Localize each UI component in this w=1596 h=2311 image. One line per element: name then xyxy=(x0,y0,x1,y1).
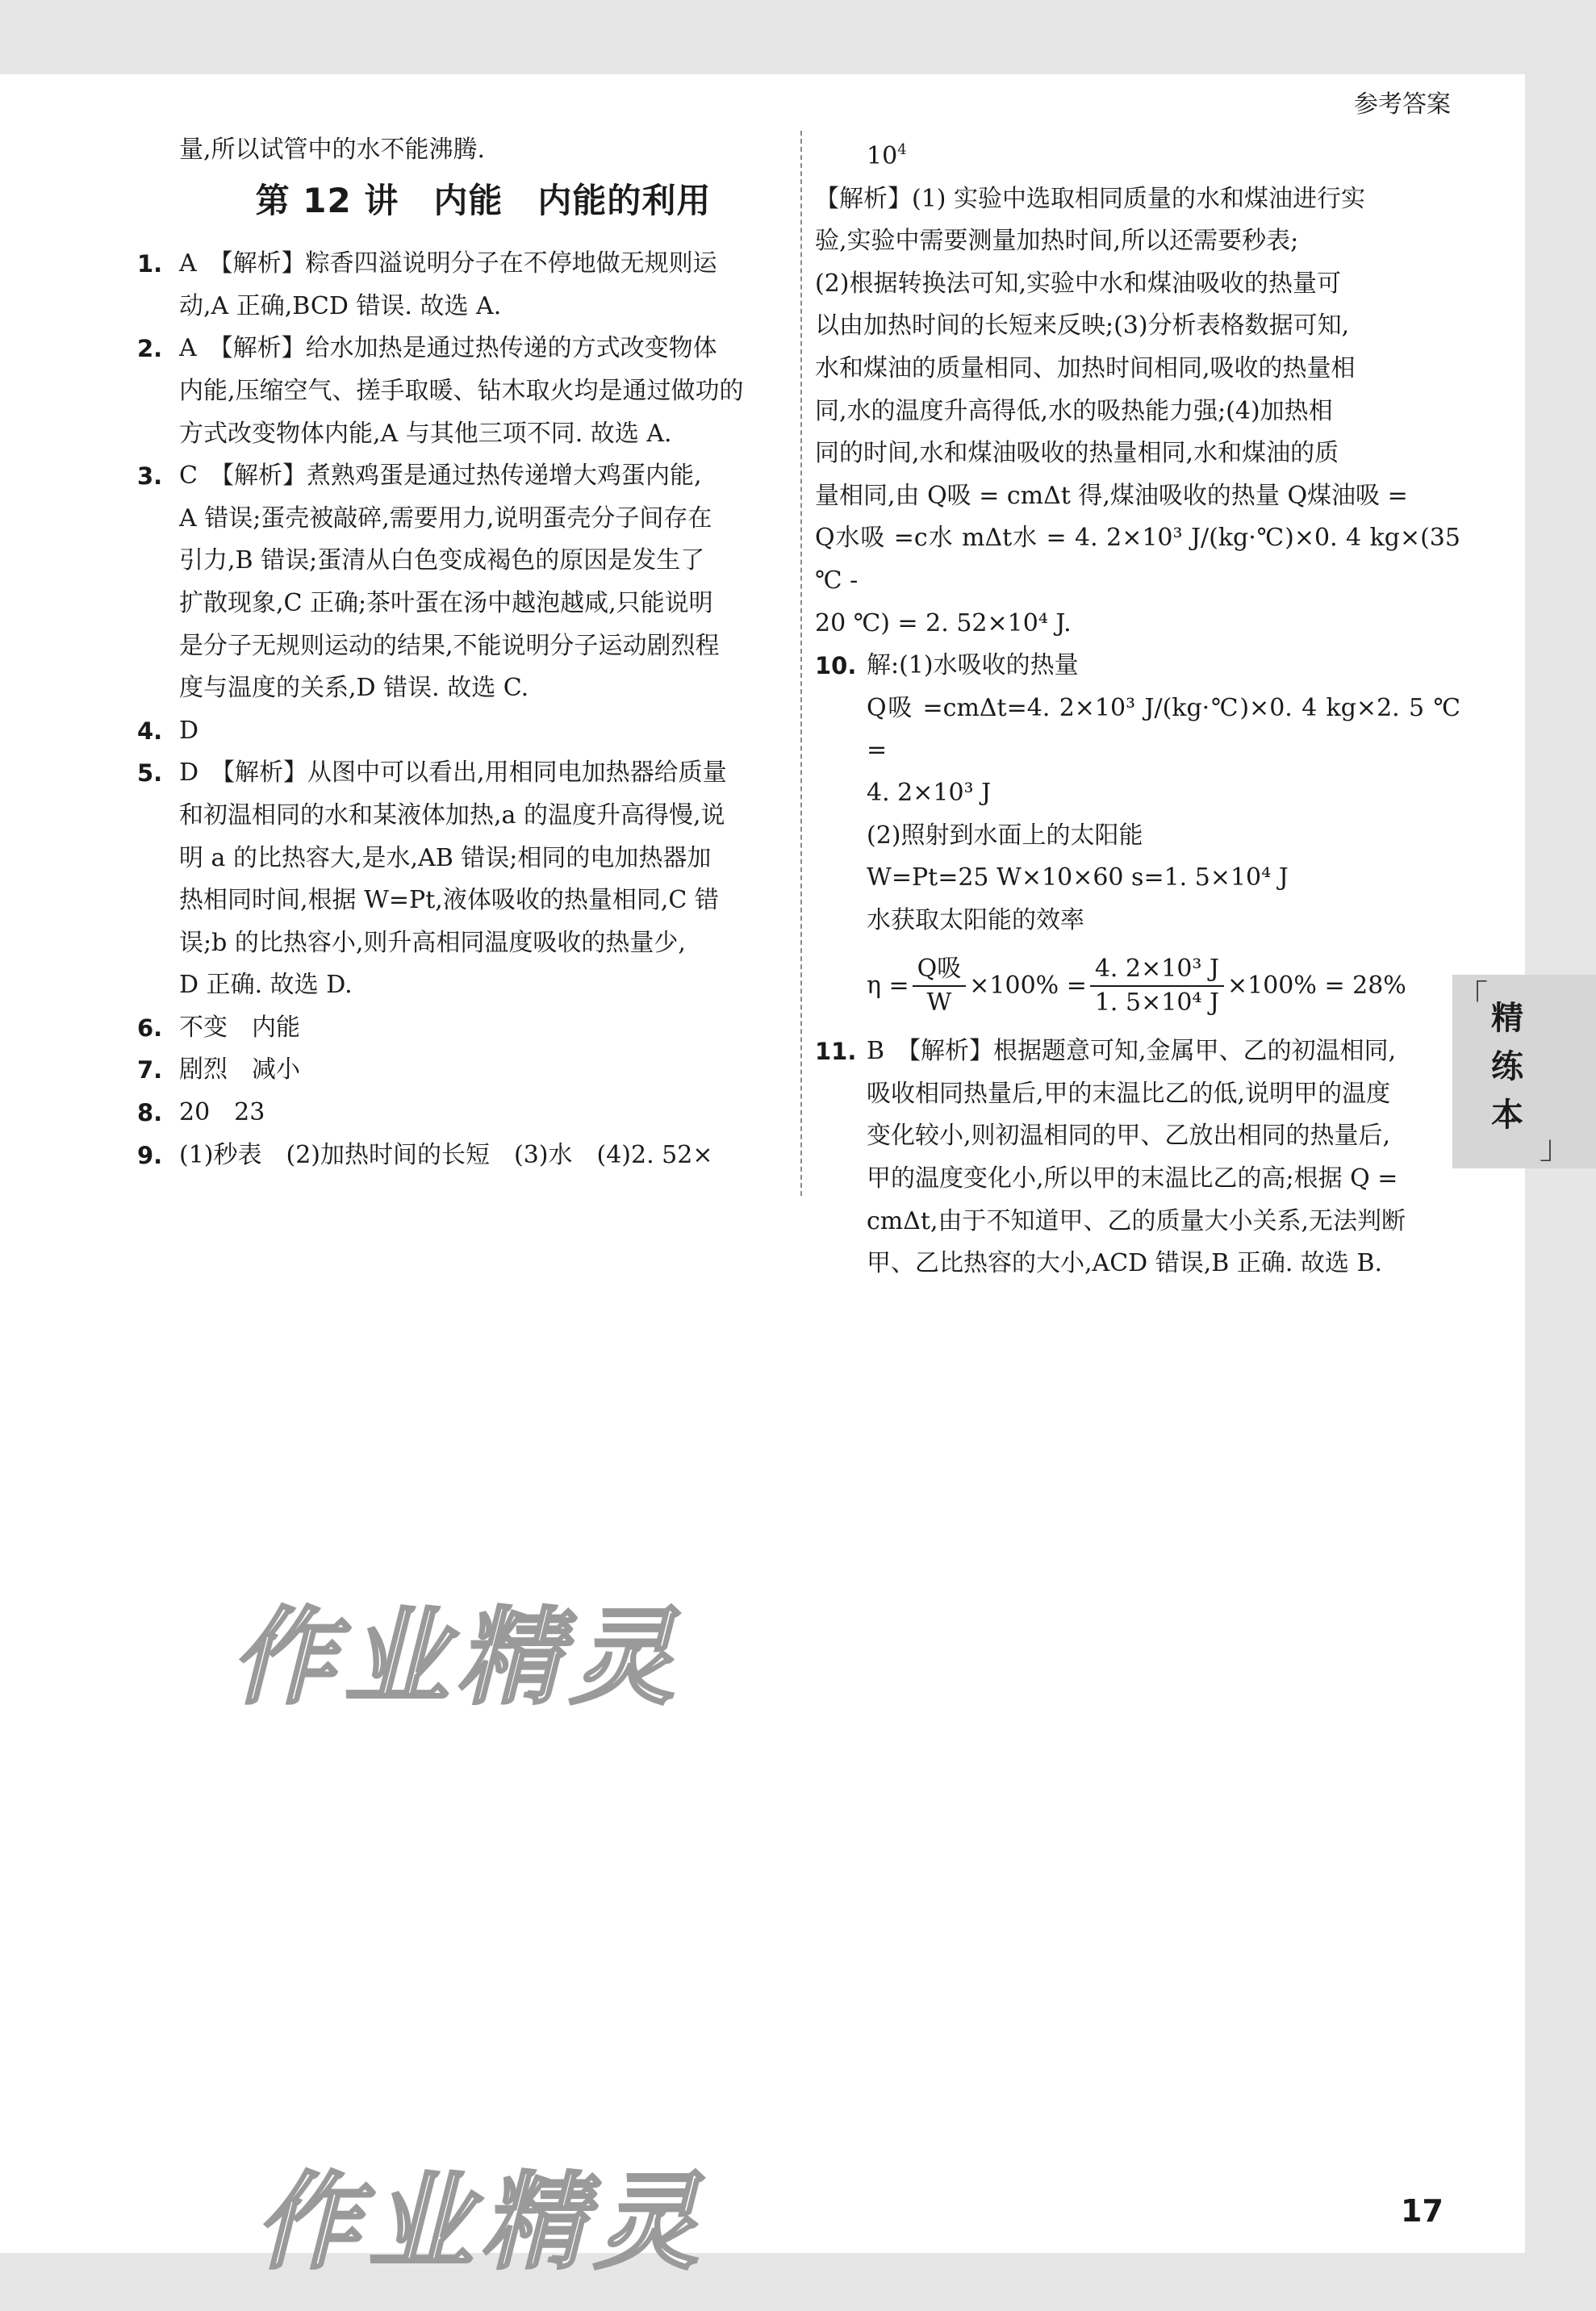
analysis-line: 验,实验中需要测量加热时间,所以还需要秒表; xyxy=(815,227,1299,256)
answer-line: C 【解析】煮熟鸡蛋是通过热传递增大鸡蛋内能, xyxy=(179,462,702,491)
answer-item xyxy=(137,243,797,328)
answer-line: 和初温相同的水和某液体加热,a 的温度升高得慢,说 xyxy=(179,800,725,830)
lesson-title: 第 12 讲 内能 内能的利用 xyxy=(255,180,712,220)
solution-line: 水获取太阳能的效率 xyxy=(867,905,1084,934)
answer-item-11 xyxy=(815,1030,1460,1285)
solution-line: W=Pt=25 W×10×60 s=1. 5×10⁴ J xyxy=(867,863,1289,892)
answer-line: 不变 内能 xyxy=(179,1013,300,1042)
answer-line: 动,A 正确,BCD 错误. 故选 A. xyxy=(179,291,502,320)
item-number: 5. xyxy=(137,759,163,788)
item-number: 10. xyxy=(815,652,857,680)
item-number: 8. xyxy=(137,1099,163,1127)
tab-bracket-icon: 「 xyxy=(1456,979,1488,1016)
left-column xyxy=(137,129,797,1176)
answer-line: B 【解析】根据题意可知,金属甲、乙的初温相同, xyxy=(867,1037,1397,1066)
answer-item xyxy=(137,710,797,753)
analysis-line: 同,水的温度升高得低,水的吸热能力强;(4)加热相 xyxy=(815,396,1333,425)
fraction-q-over-w: $\frac{\text{Q吸}}{W}$ xyxy=(913,953,967,1019)
answer-item xyxy=(137,455,797,710)
answer-item xyxy=(137,1135,797,1177)
answer-line: 甲、乙比热容的大小,ACD 错误,B 正确. 故选 B. xyxy=(867,1249,1383,1278)
item-number: 11. xyxy=(815,1038,857,1066)
answer-line: 吸收相同热量后,甲的末温比乙的低,说明甲的温度 xyxy=(867,1079,1391,1108)
answer-line: 是分子无规则运动的结果,不能说明分子运动剧烈程 xyxy=(179,631,720,660)
analysis-line: 以由加热时间的长短来反映;(3)分析表格数据可知, xyxy=(815,311,1350,341)
answer-line: 热相同时间,根据 W=Pt,液体吸收的热量相同,C 错 xyxy=(179,886,719,915)
answer-line: 明 a 的比热容大,是水,AB 错误;相同的电加热器加 xyxy=(179,843,712,872)
answer-line: 度与温度的关系,D 错误. 故选 C. xyxy=(179,674,529,703)
analysis-line: (2)根据转换法可知,实验中水和煤油吸收的热量可 xyxy=(815,269,1342,298)
answer-item-10 xyxy=(815,645,1460,687)
answer-item xyxy=(137,1092,797,1135)
q10-head: 解:(1)水吸收的热量 xyxy=(867,651,1079,680)
item-number: 3. xyxy=(137,462,163,491)
answer-item xyxy=(137,752,797,1007)
answer-line: 甲的温度变化小,所以甲的末温比乙的高;根据 Q = xyxy=(867,1164,1398,1193)
answer-line: 扩散现象,C 正确;茶叶蛋在汤中越泡越咸,只能说明 xyxy=(179,588,713,617)
watermark-logo: 作业精灵 xyxy=(224,1596,708,1719)
answer-line: 内能,压缩空气、搓手取暖、钻木取火均是通过做功的 xyxy=(179,376,744,405)
answer-line: A 【解析】粽香四溢说明分子在不停地做无规则运 xyxy=(179,249,717,278)
analysis-line: 水和煤油的质量相同、加热时间相同,吸收的热量相 xyxy=(815,353,1356,382)
answer-line: A 错误;蛋壳被敲碎,需要用力,说明蛋壳分子间存在 xyxy=(179,504,712,533)
answer-list xyxy=(137,243,797,1176)
q9-continuation: $10^4$ xyxy=(867,141,907,170)
item-number: 2. xyxy=(137,335,163,363)
answer-line: 剧烈 减小 xyxy=(179,1055,300,1084)
column-divider xyxy=(800,131,802,1196)
page-number: 17 xyxy=(1401,2193,1444,2229)
analysis-line: 同的时间,水和煤油吸收的热量相同,水和煤油的质 xyxy=(815,439,1339,468)
analysis-line: Q水吸 =c水 mΔt水 = 4. 2×10³ J/(kg·℃)×0. 4 kg×(35 ℃ - xyxy=(815,524,1460,595)
watermark-logo: 作业精灵 xyxy=(249,2161,732,2284)
side-tab-label: 精 练 本 xyxy=(1491,1000,1523,1134)
answer-line: 方式改变物体内能,A 与其他三项不同. 故选 A. xyxy=(179,419,672,448)
answer-line: D 【解析】从图中可以看出,用相同电加热器给质量 xyxy=(179,758,727,788)
item-number: 9. xyxy=(137,1141,163,1169)
answer-line: D xyxy=(179,716,199,745)
answer-item xyxy=(137,1049,797,1092)
tab-bracket-icon: 」 xyxy=(1540,1129,1572,1166)
item-number: 4. xyxy=(137,717,163,745)
answer-item xyxy=(137,1007,797,1050)
solution-line: (2)照射到水面上的太阳能 xyxy=(867,821,1143,850)
analysis-line: 【解析】(1) 实验中选取相同质量的水和煤油进行实 xyxy=(815,184,1366,213)
header-label: 参考答案 xyxy=(1354,90,1451,119)
right-column xyxy=(815,129,1460,1285)
answer-line: 引力,B 错误;蛋清从白色变成褐色的原因是发生了 xyxy=(179,546,705,575)
solution-line: Q吸 =cmΔt=4. 2×10³ J/(kg·℃)×0. 4 kg×2. 5 ℃ = xyxy=(867,693,1460,765)
item-number: 6. xyxy=(137,1013,163,1042)
fraction-values: $\frac{\text{4. 2×10³ J}}{\text{1. 5×10⁴ J}}$ xyxy=(1090,953,1224,1019)
intro-line: 量,所以试管中的水不能沸腾. xyxy=(179,136,486,164)
answer-line: 误;b 的比热容小,则升高相同温度吸收的热量少, xyxy=(179,928,686,957)
q10-solution xyxy=(815,687,1460,942)
answer-line: 变化较小,则初温相同的甲、乙放出相同的热量后, xyxy=(867,1122,1391,1151)
solution-line: 4. 2×10³ J xyxy=(867,778,992,807)
item-number: 1. xyxy=(137,250,163,278)
answer-line: D 正确. 故选 D. xyxy=(179,971,353,1000)
answer-line: 20 23 xyxy=(179,1098,265,1127)
item-number: 7. xyxy=(137,1056,163,1084)
answer-line: (1)秒表 (2)加热时间的长短 (3)水 (4)2. 52× xyxy=(179,1140,713,1169)
answer-item xyxy=(137,328,797,455)
answer-line: A 【解析】给水加热是通过热传递的方式改变物体 xyxy=(179,334,717,363)
q9-analysis xyxy=(815,178,1460,646)
analysis-line: 20 ℃) = 2. 52×10⁴ J. xyxy=(815,608,1072,637)
analysis-line: 量相同,由 Q吸 = cmΔt 得,煤油吸收的热量 Q煤油吸 = xyxy=(815,481,1408,510)
answer-line: cmΔt,由于不知道甲、乙的质量大小关系,无法判断 xyxy=(867,1206,1406,1235)
efficiency-formula: η = $\frac{\text{Q吸}}{W}$ ×100% = $\frac{\text{4. 2×10³ J}}{\text{1. 5×10⁴ J}}$ ×100% = 28% xyxy=(815,942,1460,1030)
